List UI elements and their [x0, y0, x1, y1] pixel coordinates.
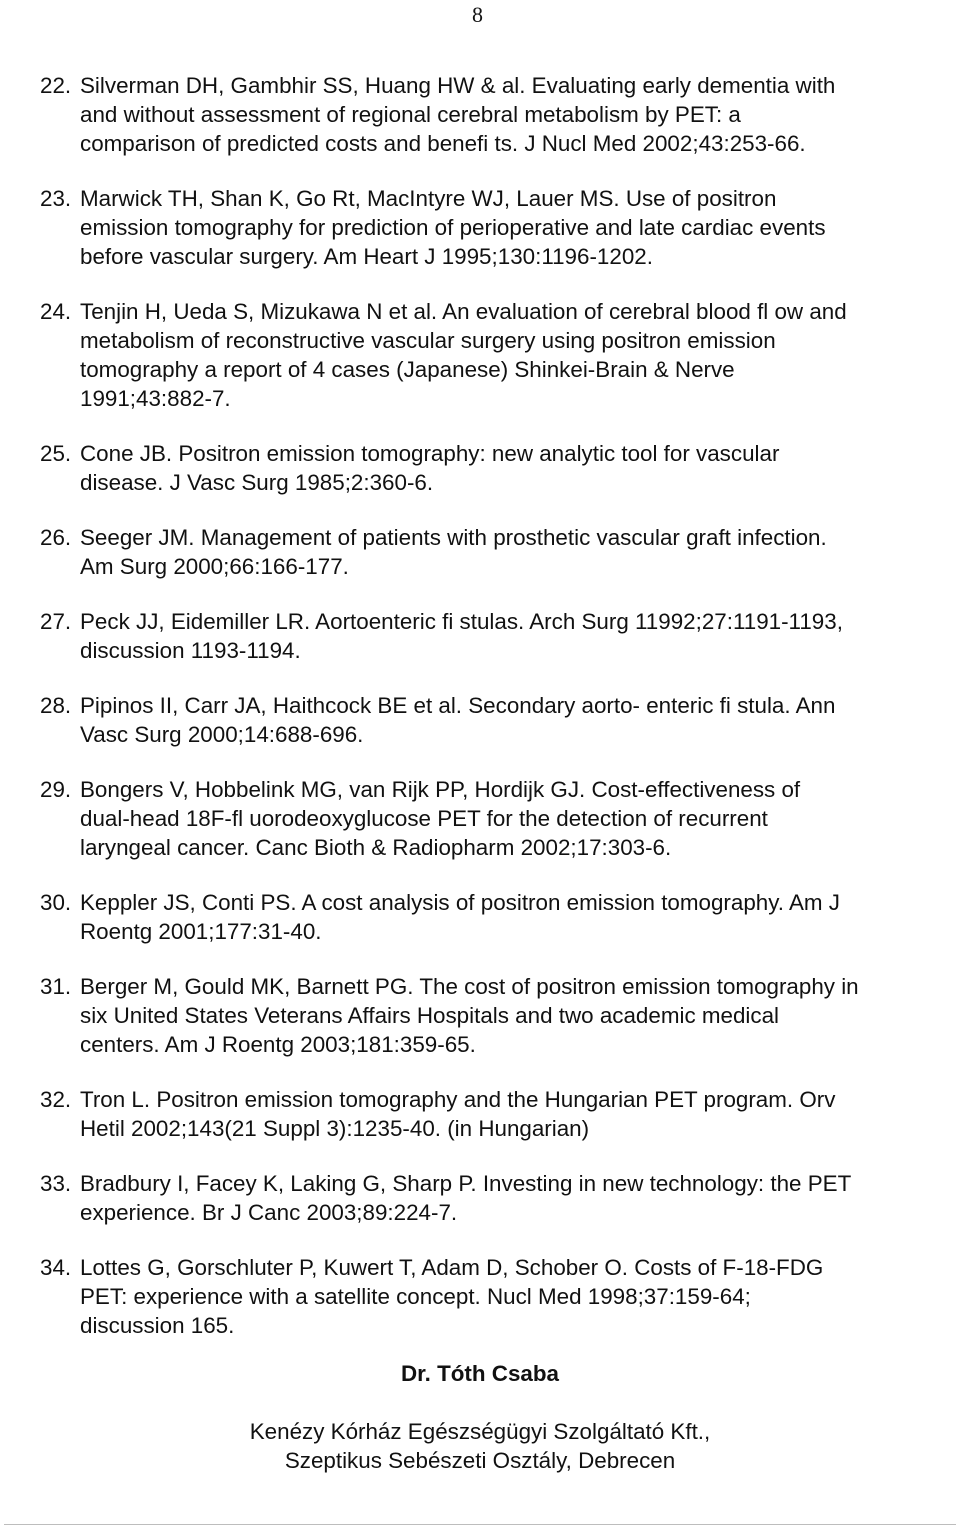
reference-text: Tenjin H, Ueda S, Mizukawa N et al. An evaluation of cerebral blood fl ow and metabolism of reconstructive vascular surgery using positron emission tomography a report of 4 cases (Japanese) Shinkei-Brain & Nerve 1991;43:882-7.	[80, 299, 847, 411]
reference-item	[40, 972, 960, 1059]
reference-text: Seeger JM. Management of patients with prosthetic vascular graft infection. Am Surg 2000;66:166-177.	[80, 525, 827, 579]
author-department: Szeptikus Sebészeti Osztály, Debrecen	[284, 1448, 676, 1473]
reference-text: Keppler JS, Conti PS. A cost analysis of positron emission tomography. Am J Roentg 2001;177:31-40.	[80, 890, 840, 944]
reference-text: Pipinos II, Carr JA, Haithcock BE et al. Secondary aorto- enteric fi stula. Ann Vasc Surg 2000;14:688-696.	[80, 693, 836, 747]
reference-list	[40, 71, 960, 1366]
reference-text: Bongers V, Hobbelink MG, van Rijk PP, Hordijk GJ. Cost-effectiveness of dual-head 18F-fl uorodeoxyglucose PET for the detection of recurrent laryngeal cancer. Canc Bioth & Radiopharm 2002;17:303-6.	[80, 777, 801, 860]
reference-item	[40, 71, 960, 158]
author-institution: Kenézy Kórház Egészségügyi Szolgáltató Kft.,	[249, 1419, 711, 1444]
reference-number: 25.	[40, 441, 72, 466]
reference-number: 33.	[40, 1171, 72, 1196]
page-bottom-divider	[4, 1524, 956, 1525]
reference-text: Cone JB. Positron emission tomography: new analytic tool for vascular disease. J Vasc Surg 1985;2:360-6.	[80, 441, 780, 495]
reference-number: 26.	[40, 525, 72, 550]
reference-text: Peck JJ, Eidemiller LR. Aortoenteric fi stulas. Arch Surg 11992;27:1191-1193, discussion 1193-1194.	[80, 609, 843, 663]
reference-item	[40, 439, 960, 497]
reference-item	[40, 1085, 960, 1143]
page-number: 8	[472, 2, 483, 27]
reference-text: Tron L. Positron emission tomography and the Hungarian PET program. Orv Hetil 2002;143(21 Suppl 3):1235-40. (in Hungarian)	[80, 1087, 836, 1141]
reference-item	[40, 297, 960, 413]
reference-item	[40, 607, 960, 665]
reference-number: 30.	[40, 890, 72, 915]
reference-text: Silverman DH, Gambhir SS, Huang HW & al. Evaluating early dementia with and without assessment of regional cerebral metabolism by PET: a comparison of predicted costs and benefi ts. J Nucl Med 2002;43:253-66.	[80, 73, 836, 156]
reference-item	[40, 184, 960, 271]
reference-item	[40, 775, 960, 862]
reference-text: Bradbury I, Facey K, Laking G, Sharp P. Investing in new technology: the PET experience. Br J Canc 2003;89:224-7.	[80, 1171, 852, 1225]
reference-text: Berger M, Gould MK, Barnett PG. The cost of positron emission tomography in six United States Veterans Affairs Hospitals and two academic medical centers. Am J Roentg 2003;181:359-65.	[80, 974, 859, 1057]
reference-number: 27.	[40, 609, 72, 634]
reference-number: 32.	[40, 1087, 72, 1112]
reference-item	[40, 523, 960, 581]
reference-item	[40, 1253, 960, 1340]
reference-number: 23.	[40, 186, 72, 211]
author-name: Dr. Tóth Csaba	[400, 1361, 559, 1386]
reference-number: 31.	[40, 974, 72, 999]
reference-number: 29.	[40, 777, 72, 802]
reference-text: Marwick TH, Shan K, Go Rt, MacIntyre WJ, Lauer MS. Use of positron emission tomography for prediction of perioperative and late cardiac events before vascular surgery. Am Heart J 1995;130:1196-1202.	[80, 186, 826, 269]
reference-text: Lottes G, Gorschluter P, Kuwert T, Adam D, Schober O. Costs of F-18-FDG PET: experience with a satellite concept. Nucl Med 1998;37:159-64; discussion 165.	[80, 1255, 824, 1338]
reference-item	[40, 691, 960, 749]
reference-number: 34.	[40, 1255, 72, 1280]
reference-item	[40, 888, 960, 946]
reference-item	[40, 1169, 960, 1227]
reference-number: 22.	[40, 73, 72, 98]
reference-number: 28.	[40, 693, 72, 718]
reference-number: 24.	[40, 299, 72, 324]
